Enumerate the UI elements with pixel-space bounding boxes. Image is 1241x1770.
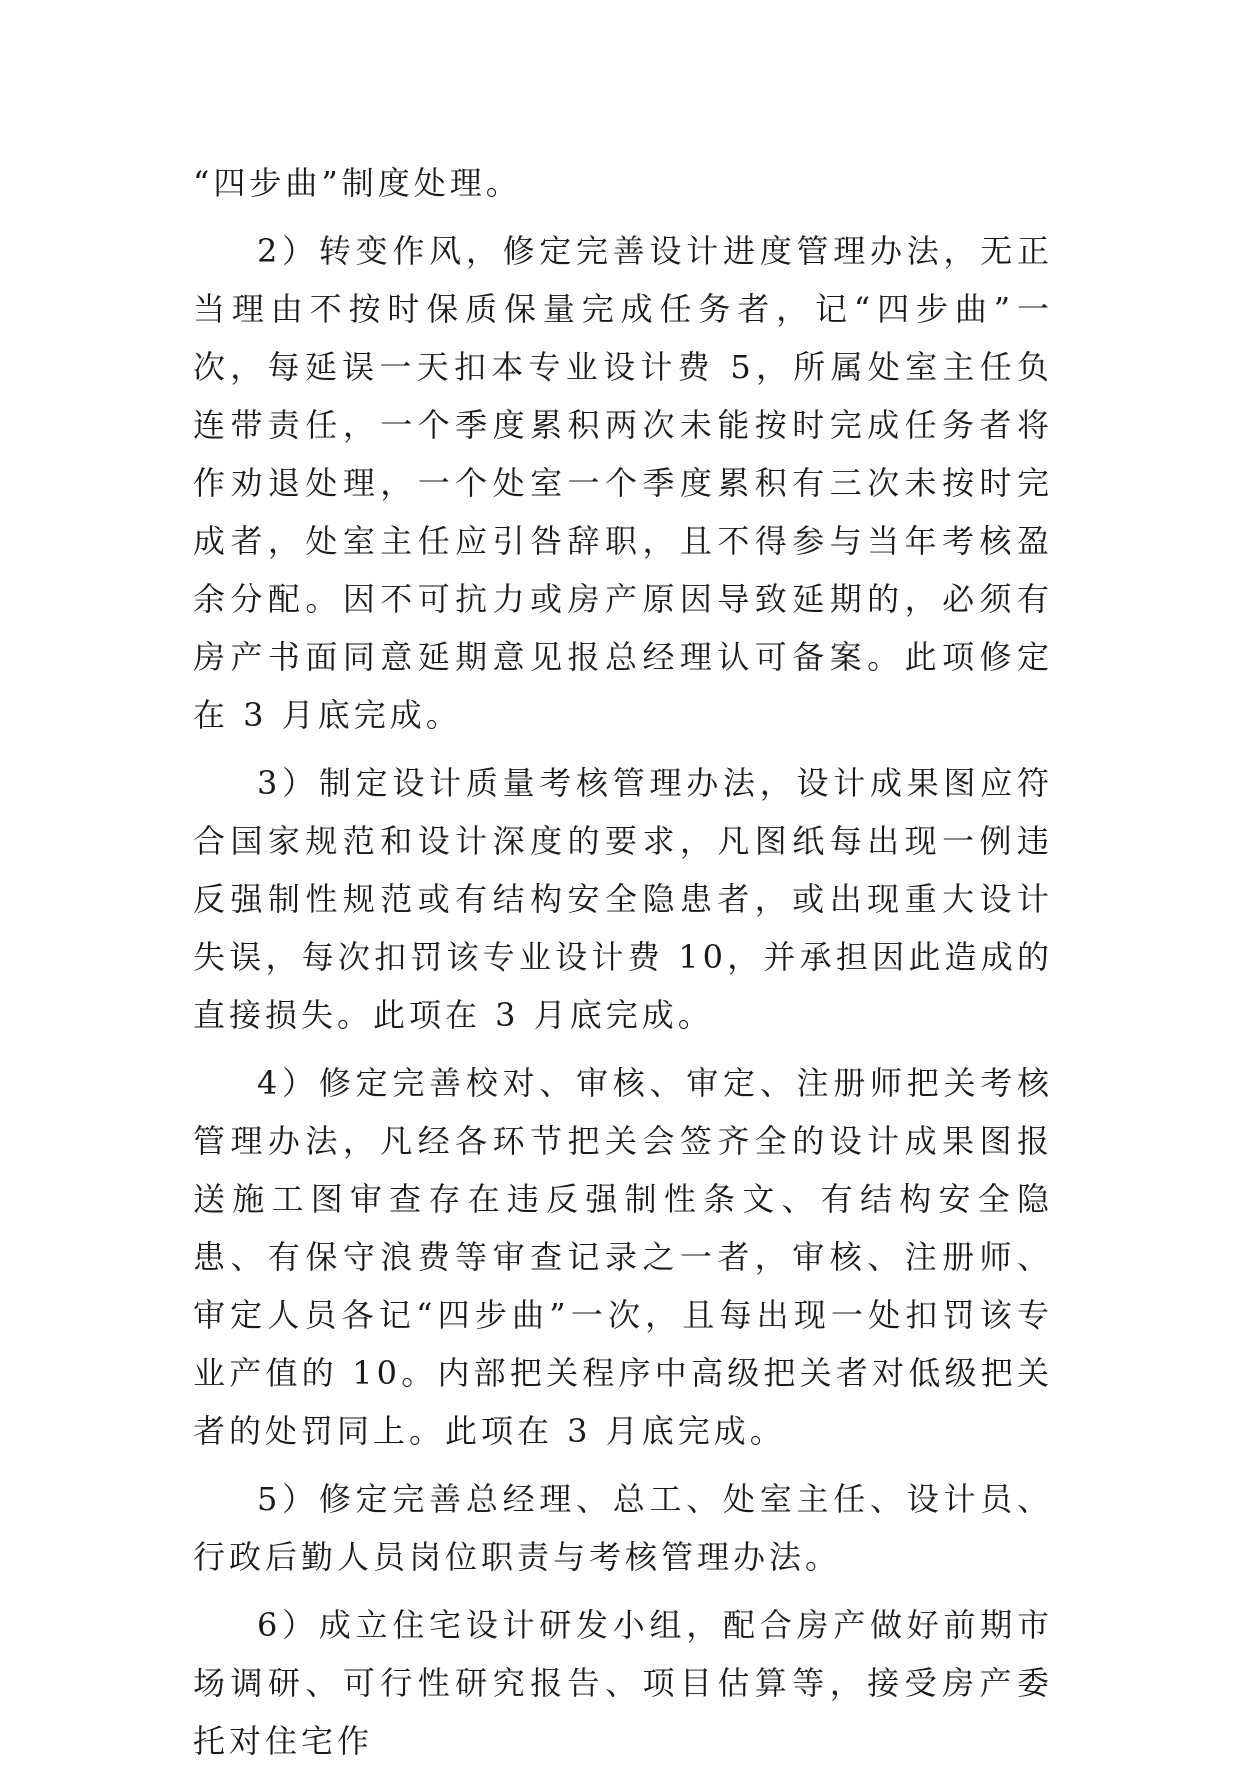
document-body [193, 154, 1053, 1770]
paragraph-item-6: 6）成立住宅设计研发小组，配合房产做好前期市场调研、可行性研究报告、项目估算等，接受房产委托对住宅作 [193, 1606, 1053, 1760]
paragraph-item-3: 3）制定设计质量考核管理办法，设计成果图应符合国家规范和设计深度的要求，凡图纸每出现一例违反强制性规范或有结构安全隐患者，或出现重大设计失误，每次扣罚该专业设计费 10，并承担因此造成的直接损失。此项在 3 月底完成。 [193, 764, 1053, 1034]
paragraph-item-2: 2）转变作风，修定完善设计进度管理办法，无正当理由不按时保质保量完成任务者，记“四步曲”一次，每延误一天扣本专业设计费 5，所属处室主任负连带责任，一个季度累积两次未能按时完成任务者将作劝退处理，一个处室一个季度累积有三次未按时完成者，处室主任应引咎辞职，且不得参与当年考核盈余分配。因不可抗力或房产原因导致延期的，必须有房产书面同意延期意见报总经理认可备案。此项修定在 3 月底完成。 [193, 232, 1053, 734]
paragraph-item-4: 4）修定完善校对、审核、审定、注册师把关考核管理办法，凡经各环节把关会签齐全的设计成果图报送施工图审查存在违反强制性条文、有结构安全隐患、有保守浪费等审查记录之一者，审核、注册师、审定人员各记“四步曲”一次，且每出现一处扣罚该专业产值的 10。内部把关程序中高级把关者对低级把关者的处罚同上。此项在 3 月底完成。 [193, 1064, 1053, 1450]
paragraph-continuation: “四步曲”制度处理。 [193, 164, 522, 202]
paragraph-item-5: 5）修定完善总经理、总工、处室主任、设计员、行政后勤人员岗位职责与考核管理办法。 [193, 1480, 1053, 1576]
